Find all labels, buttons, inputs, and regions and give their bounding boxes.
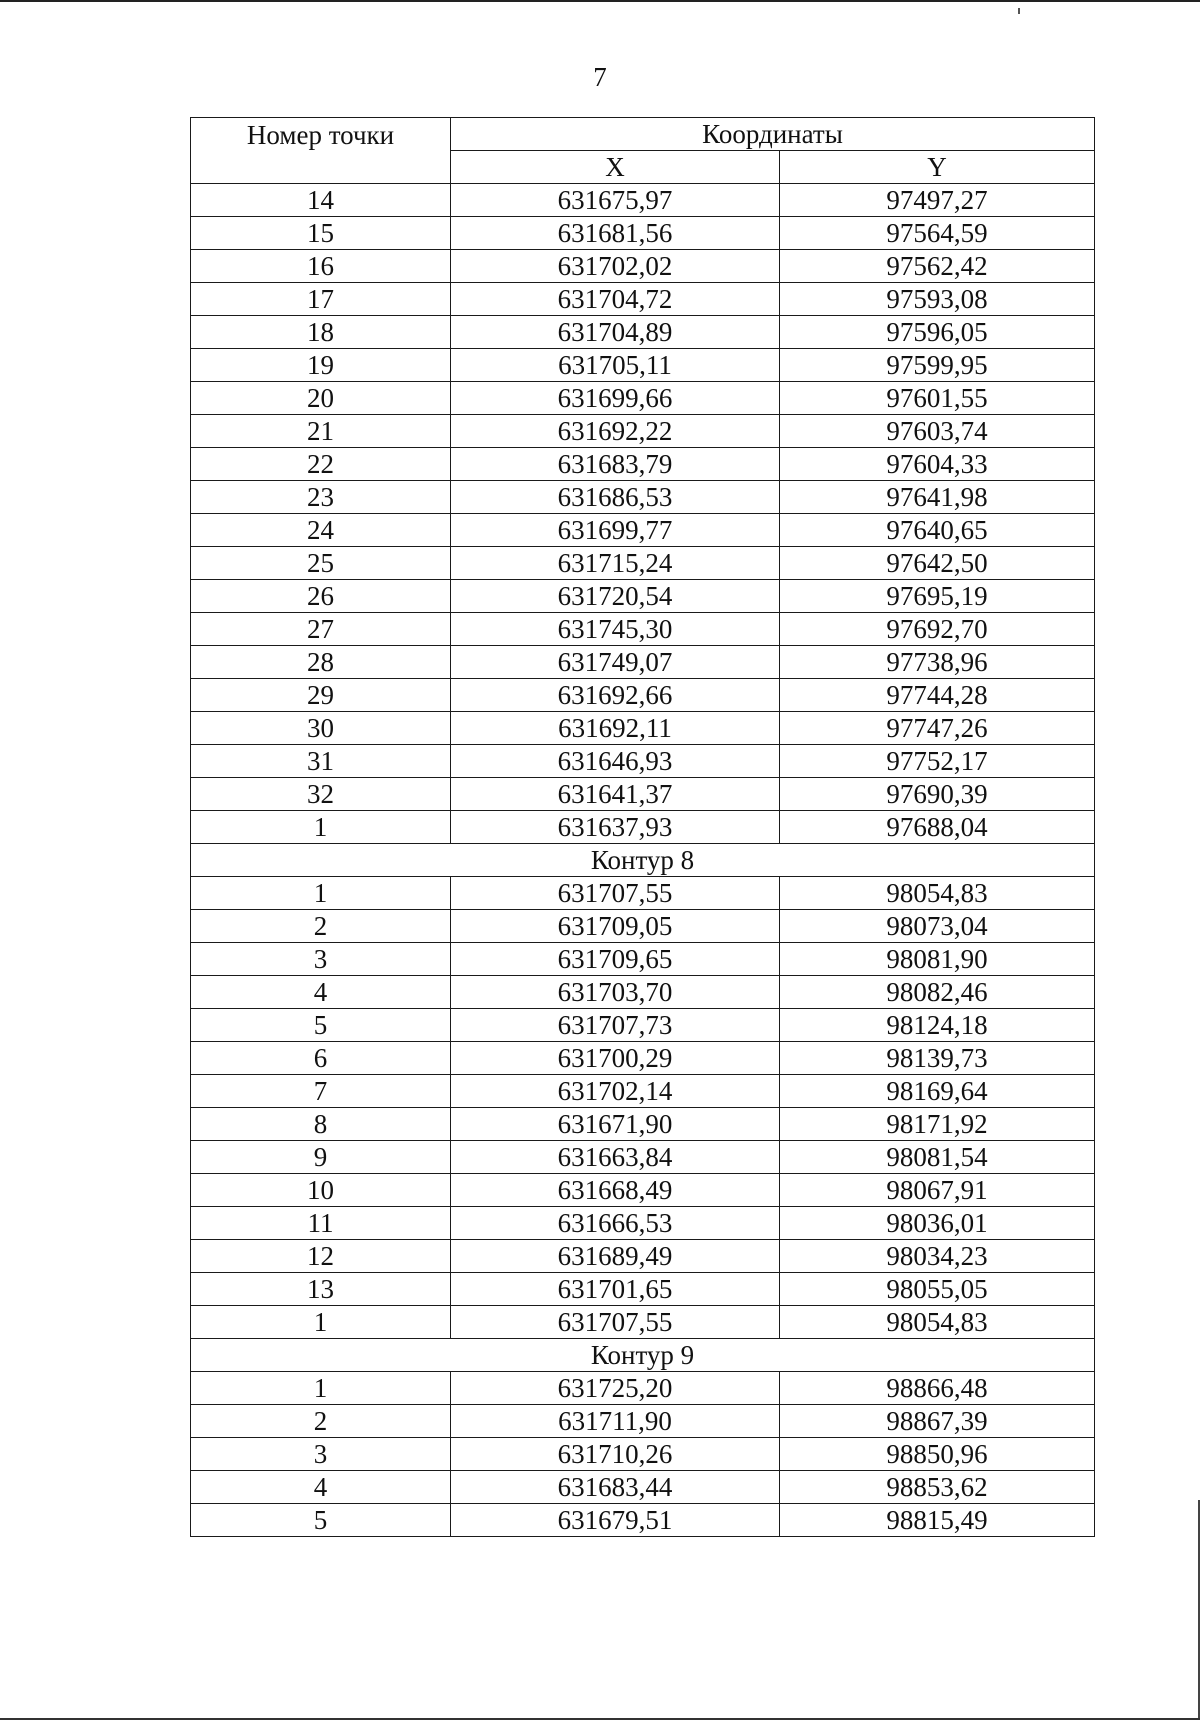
table-row	[191, 283, 1095, 316]
table-row	[191, 580, 1095, 613]
y-coordinate-cell: 98171,92	[780, 1108, 1095, 1141]
point-number-cell: 18	[191, 316, 451, 349]
y-coordinate-cell: 97738,96	[780, 646, 1095, 679]
y-coordinate-cell: 98073,04	[780, 910, 1095, 943]
y-coordinate-cell: 98815,49	[780, 1504, 1095, 1537]
table-row	[191, 1042, 1095, 1075]
y-coordinate-cell: 97593,08	[780, 283, 1095, 316]
table-row	[191, 448, 1095, 481]
table-row	[191, 646, 1095, 679]
table-row	[191, 712, 1095, 745]
x-coordinate-cell: 631720,54	[451, 580, 780, 613]
x-coordinate-cell: 631709,05	[451, 910, 780, 943]
point-number-cell: 10	[191, 1174, 451, 1207]
table-row	[191, 1405, 1095, 1438]
x-coordinate-cell: 631679,51	[451, 1504, 780, 1537]
x-coordinate-cell: 631707,55	[451, 1306, 780, 1339]
point-number-cell: 23	[191, 481, 451, 514]
x-coordinate-cell: 631671,90	[451, 1108, 780, 1141]
y-coordinate-cell: 98054,83	[780, 877, 1095, 910]
point-number-cell: 24	[191, 514, 451, 547]
table-row	[191, 349, 1095, 382]
point-number-cell: 5	[191, 1009, 451, 1042]
x-coordinate-cell: 631686,53	[451, 481, 780, 514]
x-coordinate-cell: 631689,49	[451, 1240, 780, 1273]
y-coordinate-cell: 98169,64	[780, 1075, 1095, 1108]
scan-border-top	[0, 0, 1200, 2]
table-row	[191, 1273, 1095, 1306]
y-coordinate-cell: 98082,46	[780, 976, 1095, 1009]
scan-mark	[1018, 8, 1020, 14]
x-coordinate-cell: 631692,22	[451, 415, 780, 448]
x-coordinate-cell: 631675,97	[451, 184, 780, 217]
header-coordinates: Координаты	[451, 118, 1095, 151]
y-coordinate-cell: 97642,50	[780, 547, 1095, 580]
point-number-cell: 3	[191, 943, 451, 976]
point-number-cell: 2	[191, 1405, 451, 1438]
y-coordinate-cell: 97604,33	[780, 448, 1095, 481]
x-coordinate-cell: 631668,49	[451, 1174, 780, 1207]
y-coordinate-cell: 98853,62	[780, 1471, 1095, 1504]
table-row	[191, 1438, 1095, 1471]
table-row	[191, 1141, 1095, 1174]
point-number-cell: 16	[191, 250, 451, 283]
section-label: Контур 9	[191, 1339, 1095, 1372]
point-number-cell: 19	[191, 349, 451, 382]
point-number-cell: 3	[191, 1438, 451, 1471]
y-coordinate-cell: 97640,65	[780, 514, 1095, 547]
coordinates-table-container	[190, 117, 1094, 1537]
y-coordinate-cell: 97688,04	[780, 811, 1095, 844]
x-coordinate-cell: 631702,02	[451, 250, 780, 283]
header-y: Y	[780, 151, 1095, 184]
x-coordinate-cell: 631702,14	[451, 1075, 780, 1108]
point-number-cell: 5	[191, 1504, 451, 1537]
point-number-cell: 22	[191, 448, 451, 481]
point-number-cell: 32	[191, 778, 451, 811]
x-coordinate-cell: 631703,70	[451, 976, 780, 1009]
x-coordinate-cell: 631683,79	[451, 448, 780, 481]
y-coordinate-cell: 98866,48	[780, 1372, 1095, 1405]
x-coordinate-cell: 631709,65	[451, 943, 780, 976]
table-row	[191, 745, 1095, 778]
point-number-cell: 20	[191, 382, 451, 415]
y-coordinate-cell: 97601,55	[780, 382, 1095, 415]
x-coordinate-cell: 631663,84	[451, 1141, 780, 1174]
y-coordinate-cell: 97690,39	[780, 778, 1095, 811]
y-coordinate-cell: 97564,59	[780, 217, 1095, 250]
y-coordinate-cell: 97596,05	[780, 316, 1095, 349]
point-number-cell: 29	[191, 679, 451, 712]
point-number-cell: 11	[191, 1207, 451, 1240]
point-number-cell: 1	[191, 811, 451, 844]
point-number-cell: 1	[191, 877, 451, 910]
table-row	[191, 1009, 1095, 1042]
x-coordinate-cell: 631681,56	[451, 217, 780, 250]
table-row	[191, 1372, 1095, 1405]
table-row	[191, 1504, 1095, 1537]
y-coordinate-cell: 97641,98	[780, 481, 1095, 514]
table-row	[191, 811, 1095, 844]
y-coordinate-cell: 97747,26	[780, 712, 1095, 745]
table-body	[191, 184, 1095, 1537]
x-coordinate-cell: 631666,53	[451, 1207, 780, 1240]
x-coordinate-cell: 631699,77	[451, 514, 780, 547]
table-header-row	[191, 118, 1095, 151]
table-row	[191, 976, 1095, 1009]
point-number-cell: 12	[191, 1240, 451, 1273]
x-coordinate-cell: 631646,93	[451, 745, 780, 778]
table-row	[191, 382, 1095, 415]
y-coordinate-cell: 97497,27	[780, 184, 1095, 217]
point-number-cell: 15	[191, 217, 451, 250]
y-coordinate-cell: 98081,54	[780, 1141, 1095, 1174]
table-row	[191, 481, 1095, 514]
y-coordinate-cell: 98067,91	[780, 1174, 1095, 1207]
point-number-cell: 14	[191, 184, 451, 217]
x-coordinate-cell: 631641,37	[451, 778, 780, 811]
x-coordinate-cell: 631683,44	[451, 1471, 780, 1504]
table-row	[191, 943, 1095, 976]
point-number-cell: 28	[191, 646, 451, 679]
x-coordinate-cell: 631707,55	[451, 877, 780, 910]
y-coordinate-cell: 97562,42	[780, 250, 1095, 283]
y-coordinate-cell: 98850,96	[780, 1438, 1095, 1471]
table-row	[191, 778, 1095, 811]
x-coordinate-cell: 631699,66	[451, 382, 780, 415]
table-row	[191, 514, 1095, 547]
header-x: X	[451, 151, 780, 184]
table-row	[191, 217, 1095, 250]
table-row	[191, 415, 1095, 448]
y-coordinate-cell: 98139,73	[780, 1042, 1095, 1075]
y-coordinate-cell: 98055,05	[780, 1273, 1095, 1306]
y-coordinate-cell: 98054,83	[780, 1306, 1095, 1339]
x-coordinate-cell: 631705,11	[451, 349, 780, 382]
x-coordinate-cell: 631715,24	[451, 547, 780, 580]
point-number-cell: 1	[191, 1306, 451, 1339]
y-coordinate-cell: 98036,01	[780, 1207, 1095, 1240]
table-row	[191, 250, 1095, 283]
table-row	[191, 1471, 1095, 1504]
point-number-cell: 25	[191, 547, 451, 580]
y-coordinate-cell: 97695,19	[780, 580, 1095, 613]
point-number-cell: 4	[191, 976, 451, 1009]
point-number-cell: 21	[191, 415, 451, 448]
table-row	[191, 1075, 1095, 1108]
x-coordinate-cell: 631692,11	[451, 712, 780, 745]
table-row	[191, 1174, 1095, 1207]
point-number-cell: 26	[191, 580, 451, 613]
x-coordinate-cell: 631745,30	[451, 613, 780, 646]
section-label: Контур 8	[191, 844, 1095, 877]
point-number-cell: 7	[191, 1075, 451, 1108]
table-row	[191, 316, 1095, 349]
x-coordinate-cell: 631725,20	[451, 1372, 780, 1405]
x-coordinate-cell: 631710,26	[451, 1438, 780, 1471]
table-row	[191, 613, 1095, 646]
y-coordinate-cell: 98034,23	[780, 1240, 1095, 1273]
y-coordinate-cell: 97752,17	[780, 745, 1095, 778]
table-row	[191, 679, 1095, 712]
x-coordinate-cell: 631704,89	[451, 316, 780, 349]
y-coordinate-cell: 97603,74	[780, 415, 1095, 448]
section-row	[191, 1339, 1095, 1372]
x-coordinate-cell: 631711,90	[451, 1405, 780, 1438]
coordinates-table	[190, 117, 1095, 1537]
point-number-cell: 2	[191, 910, 451, 943]
point-number-cell: 1	[191, 1372, 451, 1405]
y-coordinate-cell: 98081,90	[780, 943, 1095, 976]
y-coordinate-cell: 97599,95	[780, 349, 1095, 382]
y-coordinate-cell: 98867,39	[780, 1405, 1095, 1438]
page-number: 7	[593, 62, 607, 92]
table-row	[191, 1207, 1095, 1240]
section-row	[191, 844, 1095, 877]
point-number-cell: 8	[191, 1108, 451, 1141]
x-coordinate-cell: 631704,72	[451, 283, 780, 316]
table-row	[191, 184, 1095, 217]
table-row	[191, 547, 1095, 580]
y-coordinate-cell: 97692,70	[780, 613, 1095, 646]
point-number-cell: 30	[191, 712, 451, 745]
table-row	[191, 1306, 1095, 1339]
point-number-cell: 13	[191, 1273, 451, 1306]
x-coordinate-cell: 631707,73	[451, 1009, 780, 1042]
point-number-cell: 6	[191, 1042, 451, 1075]
y-coordinate-cell: 97744,28	[780, 679, 1095, 712]
header-point-number: Номер точки	[191, 118, 451, 184]
x-coordinate-cell: 631749,07	[451, 646, 780, 679]
table-row	[191, 1240, 1095, 1273]
point-number-cell: 9	[191, 1141, 451, 1174]
point-number-cell: 31	[191, 745, 451, 778]
x-coordinate-cell: 631637,93	[451, 811, 780, 844]
x-coordinate-cell: 631692,66	[451, 679, 780, 712]
point-number-cell: 27	[191, 613, 451, 646]
table-row	[191, 877, 1095, 910]
point-number-cell: 4	[191, 1471, 451, 1504]
table-row	[191, 1108, 1095, 1141]
x-coordinate-cell: 631701,65	[451, 1273, 780, 1306]
x-coordinate-cell: 631700,29	[451, 1042, 780, 1075]
y-coordinate-cell: 98124,18	[780, 1009, 1095, 1042]
table-row	[191, 910, 1095, 943]
point-number-cell: 17	[191, 283, 451, 316]
